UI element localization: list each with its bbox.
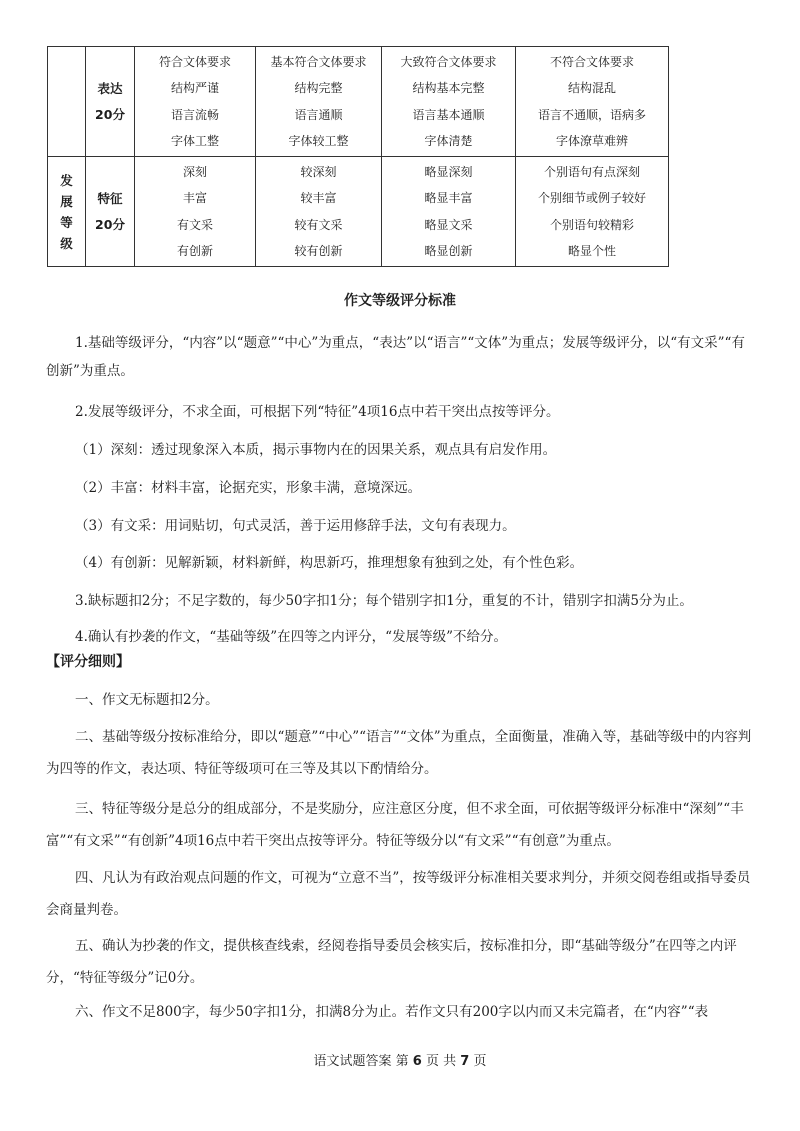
grading-table <box>47 46 669 267</box>
table-cell: 基本符合文体要求 结构完整 语言通顺 字体较工整 <box>256 47 382 157</box>
page-footer: 语文试题答案 第 6 页 共 7 页 <box>313 1054 487 1069</box>
rules-heading: 【评分细则】 <box>46 654 130 670</box>
paragraph-7: 3.缺标题扣2分；不足字数的，每少50字扣1分；每个错别字扣1分，重复的不计，错别字扣满5分为止。 <box>75 593 693 609</box>
table-cell: 略显深刻 略显丰富 略显文采 略显创新 <box>382 157 516 267</box>
table-row-expression <box>48 47 669 157</box>
paragraph-2: 2.发展等级评分，不求全面，可根据下列“特征”4项16点中若干突出点按等评分。 <box>75 404 560 420</box>
table-cell: 较深刻 较丰富 较有文采 较有创新 <box>256 157 382 267</box>
table-cell: 个别语句有点深刻 个别细节或例子较好 个别语句较精彩 略显个性 <box>516 157 669 267</box>
paragraph-5: （3）有文采：用词贴切，句式灵活，善于运用修辞手法，文句有表现力。 <box>75 518 516 534</box>
paragraph-1: 1.基础等级评分，“内容”以“题意”“中心”为重点，“表达”以“语言”“文体”为重点；发展等级评分，以“有文采”“有创新”为重点。 <box>46 335 745 379</box>
table-cell: 不符合文体要求 结构混乱 语言不通顺，语病多 字体潦草难辨 <box>516 47 669 157</box>
paragraph-3: （1）深刻：透过现象深入本质，揭示事物内在的因果关系，观点具有启发作用。 <box>75 442 557 458</box>
group-label-development: 发 展 等 级 <box>48 157 86 267</box>
table-cell: 符合文体要求 结构严谨 语言流畅 字体工整 <box>135 47 256 157</box>
page-total: 7 <box>460 1054 470 1069</box>
rule-3: 三、特征等级分是总分的组成部分，不是奖励分，应注意区分度，但不求全面，可依据等级评分标准中“深刻”“丰富”“有文采”“有创新”4项16点中若干突出点按等评分。特征等级分以“有文采”“有创意”为重点。 <box>46 801 744 849</box>
rule-1: 一、作文无标题扣2分。 <box>75 692 219 708</box>
rule-5: 五、确认为抄袭的作文，提供核查线索，经阅卷指导委员会核实后，按标准扣分，即“基础等级分”在四等之内评分，“特征等级分”记0分。 <box>46 938 737 986</box>
rule-6: 六、作文不足800字，每少50字扣1分，扣满8分为止。若作文只有200字以内而又未完篇者，在“内容”“表 <box>75 1004 709 1020</box>
table-cell: 大致符合文体要求 结构基本完整 语言基本通顺 字体清楚 <box>382 47 516 157</box>
paragraph-6: （4）有创新：见解新颖，材料新鲜，构思新巧，推理想象有独到之处，有个性色彩。 <box>75 555 584 571</box>
row-header-expression: 表达 20分 <box>86 47 135 157</box>
paragraph-8: 4.确认有抄袭的作文，“基础等级”在四等之内评分，“发展等级”不给分。 <box>75 629 507 645</box>
table-row-feature <box>48 157 669 267</box>
page-number: 6 <box>412 1054 422 1069</box>
table-cell-empty <box>48 47 86 157</box>
rule-2: 二、基础等级分按标准给分，即以“题意”“中心”“语言”“文体”为重点，全面衡量，准确入等，基础等级中的内容判为四等的作文，表达项、特征等级项可在三等及其以下酌情给分。 <box>46 729 752 777</box>
row-header-feature: 特征 20分 <box>86 157 135 267</box>
rule-4: 四、凡认为有政治观点问题的作文，可视为“立意不当”，按等级评分标准相关要求判分，并须交阅卷组或指导委员会商量判卷。 <box>46 870 751 918</box>
table-cell: 深刻 丰富 有文采 有创新 <box>135 157 256 267</box>
section-title: 作文等级评分标准 <box>344 293 456 309</box>
paragraph-4: （2）丰富：材料丰富，论据充实，形象丰满，意境深远。 <box>75 480 422 496</box>
